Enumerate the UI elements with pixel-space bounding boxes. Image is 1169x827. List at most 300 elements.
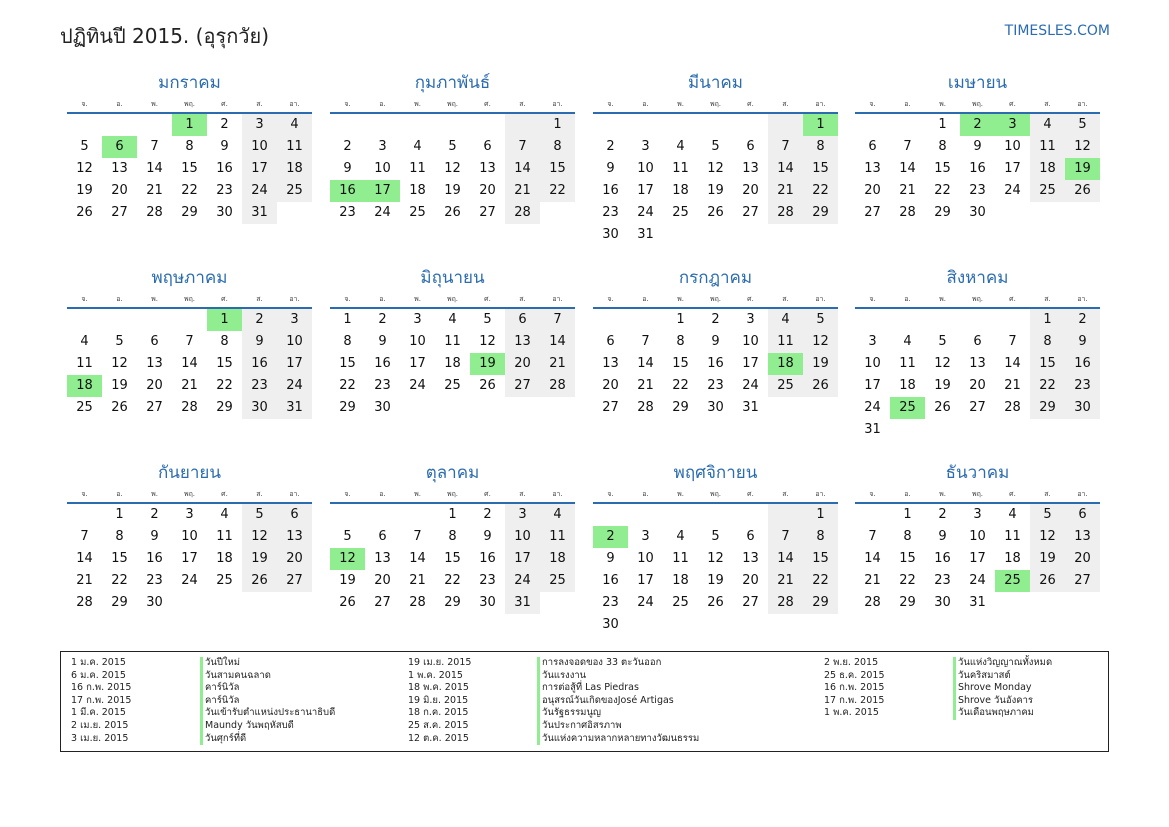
- day-cell: 28: [146, 205, 163, 220]
- day-cell: 25: [1030, 180, 1065, 202]
- week-row: [67, 353, 312, 375]
- day-cell: 31: [637, 227, 654, 242]
- day-cell: 9: [1065, 331, 1100, 353]
- legend-date: 25 ส.ค. 2015: [408, 719, 469, 731]
- day-cell: 8: [803, 136, 838, 158]
- day-cell: 5: [115, 334, 124, 349]
- day-cell: 22: [1030, 375, 1065, 397]
- day-cell: 16: [602, 183, 619, 198]
- weekday-label: พฤ.: [971, 295, 984, 303]
- empty-cell: [505, 114, 540, 136]
- weekday-label: ศ.: [221, 295, 228, 303]
- week-row: [330, 504, 575, 526]
- weekday-label: อ.: [642, 295, 649, 303]
- day-cell: 28: [768, 202, 803, 224]
- day-cell: 20: [111, 183, 128, 198]
- day-cell: 8: [803, 526, 838, 548]
- day-cell: 16: [969, 161, 986, 176]
- holiday-day-cell: 1: [207, 309, 242, 331]
- legend-date: 17 ก.พ. 2015: [824, 694, 885, 706]
- day-cell: 23: [602, 205, 619, 220]
- legend-date: 16 ก.พ. 2015: [824, 682, 885, 694]
- day-cell: 22: [672, 378, 689, 393]
- week-row: [330, 180, 575, 202]
- empty-cell: [593, 504, 628, 526]
- day-cell: 24: [409, 378, 426, 393]
- week-row: [593, 202, 838, 224]
- day-cell: 18: [672, 183, 689, 198]
- day-cell: 31: [505, 592, 540, 614]
- site-link[interactable]: TIMESLES.COM: [1004, 23, 1110, 39]
- legend-row: [824, 657, 1052, 670]
- day-cell: 19: [803, 353, 838, 375]
- holiday-day-cell: 19: [470, 353, 505, 375]
- week-row: [330, 136, 575, 158]
- weekday-label: ส.: [1044, 490, 1051, 498]
- month-name: มีนาคม: [688, 73, 743, 93]
- empty-cell: [803, 614, 838, 636]
- day-cell: 22: [540, 180, 575, 202]
- weekday-label: อ.: [904, 295, 911, 303]
- weekday-label: พ.: [939, 490, 946, 498]
- day-cell: 18: [672, 573, 689, 588]
- legend-date: 1 พ.ค. 2015: [408, 669, 463, 681]
- day-cell: 22: [934, 183, 951, 198]
- weekday-label: พ.: [151, 490, 158, 498]
- day-cell: 12: [934, 356, 951, 371]
- day-cell: 23: [146, 573, 163, 588]
- month-block: [855, 462, 1100, 614]
- empty-cell: [102, 114, 137, 136]
- weekday-label: พฤ.: [971, 100, 984, 108]
- weekday-header: [593, 292, 838, 306]
- week-row: [67, 114, 312, 136]
- day-cell: 17: [505, 548, 540, 570]
- day-cell: 10: [637, 551, 654, 566]
- weekday-label: พฤ.: [446, 100, 459, 108]
- day-cell: 1: [540, 114, 575, 136]
- day-cell: 14: [768, 548, 803, 570]
- empty-cell: [960, 419, 995, 441]
- empty-cell: [995, 592, 1030, 614]
- day-cell: 5: [483, 312, 492, 327]
- week-row: [330, 570, 575, 592]
- empty-cell: [102, 309, 137, 331]
- day-cell: 7: [768, 136, 803, 158]
- day-cell: 1: [903, 507, 912, 522]
- week-row: [855, 114, 1100, 136]
- day-cell: 8: [343, 334, 352, 349]
- day-cell: 12: [803, 331, 838, 353]
- legend-holiday-name: วันแห่งวิญญาณทั้งหมด: [953, 657, 1052, 670]
- empty-cell: [1065, 202, 1100, 224]
- day-cell: 10: [637, 161, 654, 176]
- day-cell: 29: [111, 595, 128, 610]
- day-cell: 6: [378, 529, 387, 544]
- day-cell: 25: [768, 375, 803, 397]
- day-cell: 8: [448, 529, 457, 544]
- weekday-label: ส.: [519, 100, 526, 108]
- empty-cell: [733, 614, 768, 636]
- weekday-label: พ.: [151, 100, 158, 108]
- legend-date: 2 พ.ย. 2015: [824, 657, 879, 668]
- weekday-label: พ.: [151, 295, 158, 303]
- legend-date: 25 ธ.ค. 2015: [824, 669, 885, 681]
- month-name: กรกฎาคม: [678, 268, 753, 288]
- day-cell: 3: [641, 139, 650, 154]
- day-cell: 7: [185, 334, 194, 349]
- empty-cell: [855, 504, 890, 526]
- month-name: สิงหาคม: [946, 268, 1009, 288]
- day-cell: 8: [115, 529, 124, 544]
- empty-cell: [172, 592, 207, 614]
- legend-row: [824, 682, 1052, 695]
- day-cell: 12: [1065, 136, 1100, 158]
- day-cell: 17: [409, 356, 426, 371]
- day-cell: 13: [864, 161, 881, 176]
- day-cell: 15: [339, 356, 356, 371]
- day-cell: 18: [444, 356, 461, 371]
- legend-column-3: [824, 657, 1052, 720]
- empty-cell: [540, 202, 575, 224]
- day-cell: 28: [409, 595, 426, 610]
- weekday-label: ศ.: [221, 100, 228, 108]
- empty-cell: [593, 114, 628, 136]
- day-cell: 25: [672, 595, 689, 610]
- legend-holiday-name: วันศุกร์ที่ดี: [200, 733, 246, 746]
- legend-date: 1 มี.ค. 2015: [71, 707, 126, 719]
- day-cell: 28: [181, 400, 198, 415]
- day-cell: 7: [540, 309, 575, 331]
- empty-cell: [137, 114, 172, 136]
- empty-cell: [890, 114, 925, 136]
- weekday-header: [593, 487, 838, 501]
- holiday-day-cell: 25: [890, 397, 925, 419]
- day-cell: 15: [216, 356, 233, 371]
- week-row: [67, 526, 312, 548]
- weekday-label: พ.: [677, 295, 684, 303]
- month-name: กุมภาพันธ์: [414, 73, 491, 93]
- day-cell: 10: [969, 529, 986, 544]
- weekday-label: ศ.: [484, 490, 491, 498]
- day-cell: 13: [969, 356, 986, 371]
- day-cell: 13: [111, 161, 128, 176]
- legend-row: [408, 682, 699, 695]
- empty-cell: [505, 397, 540, 419]
- day-cell: 10: [181, 529, 198, 544]
- day-cell: 24: [374, 205, 391, 220]
- legend-date: 19 มิ.ย. 2015: [408, 694, 469, 706]
- day-cell: 4: [220, 507, 229, 522]
- day-cell: 9: [606, 161, 615, 176]
- day-cell: 22: [899, 573, 916, 588]
- week-row: [330, 353, 575, 375]
- empty-cell: [663, 504, 698, 526]
- week-row: [330, 375, 575, 397]
- day-cell: 16: [216, 161, 233, 176]
- day-cell: 4: [676, 139, 685, 154]
- day-cell: 20: [146, 378, 163, 393]
- day-cell: 20: [864, 183, 881, 198]
- day-cell: 15: [803, 548, 838, 570]
- day-cell: 6: [746, 139, 755, 154]
- day-cell: 13: [277, 526, 312, 548]
- day-cell: 26: [934, 400, 951, 415]
- day-cell: 4: [768, 309, 803, 331]
- holiday-day-cell: 18: [768, 353, 803, 375]
- day-cell: 5: [711, 529, 720, 544]
- empty-cell: [540, 592, 575, 614]
- day-cell: 29: [216, 400, 233, 415]
- day-cell: 6: [505, 309, 540, 331]
- day-cell: 14: [899, 161, 916, 176]
- day-cell: 5: [242, 504, 277, 526]
- legend-holiday-name: วันแรงงาน: [537, 670, 586, 683]
- day-cell: 17: [637, 573, 654, 588]
- weekday-header: [67, 292, 312, 306]
- day-cell: 27: [742, 595, 759, 610]
- day-cell: 22: [444, 573, 461, 588]
- weekday-header: [855, 487, 1100, 501]
- day-cell: 11: [76, 356, 93, 371]
- month-block: [593, 72, 838, 246]
- weekday-label: ศ.: [1009, 295, 1016, 303]
- month-block: [67, 72, 312, 224]
- holiday-day-cell: 3: [995, 114, 1030, 136]
- day-cell: 21: [899, 183, 916, 198]
- day-cell: 26: [339, 595, 356, 610]
- empty-cell: [768, 224, 803, 246]
- weekday-label: ส.: [256, 100, 263, 108]
- day-cell: 9: [343, 161, 352, 176]
- day-cell: 27: [864, 205, 881, 220]
- day-cell: 26: [707, 595, 724, 610]
- day-cell: 27: [1065, 570, 1100, 592]
- day-cell: 22: [339, 378, 356, 393]
- day-cell: 15: [803, 158, 838, 180]
- weekday-label: อา.: [1077, 100, 1088, 108]
- day-cell: 26: [111, 400, 128, 415]
- legend-holiday-name: อนุสรณ์วันเกิดของJosé Artigas: [537, 695, 674, 708]
- legend-row: [71, 733, 335, 746]
- day-cell: 18: [1004, 551, 1021, 566]
- empty-cell: [663, 224, 698, 246]
- legend-date: 16 ก.พ. 2015: [71, 682, 132, 694]
- week-row: [67, 331, 312, 353]
- month-block: [67, 267, 312, 419]
- day-cell: 21: [768, 570, 803, 592]
- day-cell: 26: [444, 205, 461, 220]
- day-cell: 20: [277, 548, 312, 570]
- holiday-day-cell: 25: [995, 570, 1030, 592]
- legend-date: 12 ต.ค. 2015: [408, 732, 469, 744]
- day-cell: 21: [864, 573, 881, 588]
- weekday-label: พ.: [414, 100, 421, 108]
- week-row: [330, 202, 575, 224]
- day-cell: 11: [444, 334, 461, 349]
- day-cell: 9: [220, 139, 229, 154]
- day-cell: 19: [242, 548, 277, 570]
- day-cell: 3: [277, 309, 312, 331]
- weekday-label: อา.: [289, 100, 300, 108]
- day-cell: 10: [1004, 139, 1021, 154]
- page-title: ปฏิทินปี 2015. (อุรุกวัย): [60, 24, 270, 48]
- empty-cell: [768, 504, 803, 526]
- day-cell: 24: [969, 573, 986, 588]
- empty-cell: [277, 592, 312, 614]
- day-cell: 14: [181, 356, 198, 371]
- legend-date: 18 พ.ค. 2015: [408, 682, 469, 694]
- weekday-label: จ.: [869, 490, 876, 498]
- day-cell: 23: [479, 573, 496, 588]
- day-cell: 11: [540, 526, 575, 548]
- day-cell: 6: [973, 334, 982, 349]
- empty-cell: [1065, 419, 1100, 441]
- month-block: [67, 462, 312, 614]
- empty-cell: [890, 309, 925, 331]
- day-cell: 6: [868, 139, 877, 154]
- weekday-label: อ.: [904, 490, 911, 498]
- day-cell: 28: [1004, 400, 1021, 415]
- legend-date: 1 พ.ค. 2015: [824, 707, 879, 719]
- day-cell: 19: [1030, 548, 1065, 570]
- weekday-label: อา.: [815, 490, 826, 498]
- day-cell: 2: [378, 312, 387, 327]
- day-cell: 14: [637, 356, 654, 371]
- holiday-day-cell: 2: [593, 526, 628, 548]
- day-cell: 9: [606, 551, 615, 566]
- legend-row: [824, 707, 1052, 720]
- day-cell: 9: [938, 529, 947, 544]
- day-cell: 15: [540, 158, 575, 180]
- week-row: [855, 419, 1100, 441]
- day-cell: 20: [479, 183, 496, 198]
- weekday-label: พฤ.: [709, 295, 722, 303]
- day-cell: 4: [676, 529, 685, 544]
- weekday-label: อา.: [1077, 295, 1088, 303]
- week-row: [855, 504, 1100, 526]
- day-cell: 7: [868, 529, 877, 544]
- day-cell: 24: [637, 205, 654, 220]
- day-cell: 4: [903, 334, 912, 349]
- weekday-label: ศ.: [1009, 100, 1016, 108]
- weekday-label: อ.: [116, 490, 123, 498]
- day-cell: 10: [505, 526, 540, 548]
- holiday-day-cell: 2: [960, 114, 995, 136]
- day-cell: 16: [602, 573, 619, 588]
- day-cell: 31: [742, 400, 759, 415]
- day-cell: 28: [637, 400, 654, 415]
- day-cell: 15: [111, 551, 128, 566]
- legend-date: 1 ม.ค. 2015: [71, 657, 126, 668]
- day-cell: 20: [742, 183, 759, 198]
- weekday-label: อ.: [116, 100, 123, 108]
- day-cell: 30: [1065, 397, 1100, 419]
- weekday-label: อา.: [552, 100, 563, 108]
- day-cell: 21: [768, 180, 803, 202]
- legend-row: [71, 682, 335, 695]
- week-row: [67, 570, 312, 592]
- day-cell: 21: [409, 573, 426, 588]
- day-cell: 8: [540, 136, 575, 158]
- weekday-label: จ.: [607, 100, 614, 108]
- week-row: [855, 592, 1100, 614]
- day-cell: 9: [483, 529, 492, 544]
- day-cell: 11: [672, 161, 689, 176]
- legend-holiday-name: Shrove วันอังคาร: [953, 695, 1033, 708]
- week-row: [855, 570, 1100, 592]
- holiday-day-cell: 16: [330, 180, 365, 202]
- day-cell: 24: [637, 595, 654, 610]
- day-cell: 13: [742, 161, 759, 176]
- day-cell: 2: [150, 507, 159, 522]
- day-cell: 3: [505, 504, 540, 526]
- day-cell: 9: [150, 529, 159, 544]
- day-cell: 3: [868, 334, 877, 349]
- month-block: [855, 72, 1100, 224]
- month-block: [593, 267, 838, 419]
- day-cell: 5: [1030, 504, 1065, 526]
- day-cell: 30: [216, 205, 233, 220]
- empty-cell: [768, 114, 803, 136]
- legend-row: [71, 707, 335, 720]
- day-cell: 21: [146, 183, 163, 198]
- weekday-label: อ.: [379, 295, 386, 303]
- day-cell: 27: [146, 400, 163, 415]
- day-cell: 8: [220, 334, 229, 349]
- day-cell: 31: [864, 422, 881, 437]
- day-cell: 13: [602, 356, 619, 371]
- day-cell: 11: [277, 136, 312, 158]
- day-cell: 11: [768, 331, 803, 353]
- day-cell: 30: [602, 227, 619, 242]
- empty-cell: [628, 309, 663, 331]
- day-cell: 28: [505, 202, 540, 224]
- day-cell: 13: [742, 551, 759, 566]
- week-row: [855, 202, 1100, 224]
- day-cell: 7: [768, 526, 803, 548]
- day-cell: 18: [277, 158, 312, 180]
- empty-cell: [277, 202, 312, 224]
- weekday-header: [67, 487, 312, 501]
- day-cell: 4: [277, 114, 312, 136]
- week-row: [330, 526, 575, 548]
- empty-cell: [400, 397, 435, 419]
- day-cell: 9: [973, 139, 982, 154]
- day-cell: 25: [444, 378, 461, 393]
- day-cell: 28: [899, 205, 916, 220]
- week-row: [593, 331, 838, 353]
- day-cell: 12: [76, 161, 93, 176]
- day-cell: 14: [409, 551, 426, 566]
- day-cell: 27: [111, 205, 128, 220]
- day-cell: 7: [641, 334, 650, 349]
- week-row: [593, 504, 838, 526]
- legend-holiday-name: วันปีใหม่: [200, 657, 240, 670]
- day-cell: 1: [343, 312, 352, 327]
- day-cell: 20: [505, 353, 540, 375]
- day-cell: 25: [672, 205, 689, 220]
- day-cell: 15: [181, 161, 198, 176]
- weekday-label: พฤ.: [446, 490, 459, 498]
- weekday-label: จ.: [607, 295, 614, 303]
- empty-cell: [995, 309, 1030, 331]
- day-cell: 2: [1065, 309, 1100, 331]
- legend-holiday-name: การลงจอดของ 33 ตะวันออก: [537, 657, 661, 670]
- day-cell: 17: [864, 378, 881, 393]
- weekday-label: อา.: [815, 100, 826, 108]
- day-cell: 12: [242, 526, 277, 548]
